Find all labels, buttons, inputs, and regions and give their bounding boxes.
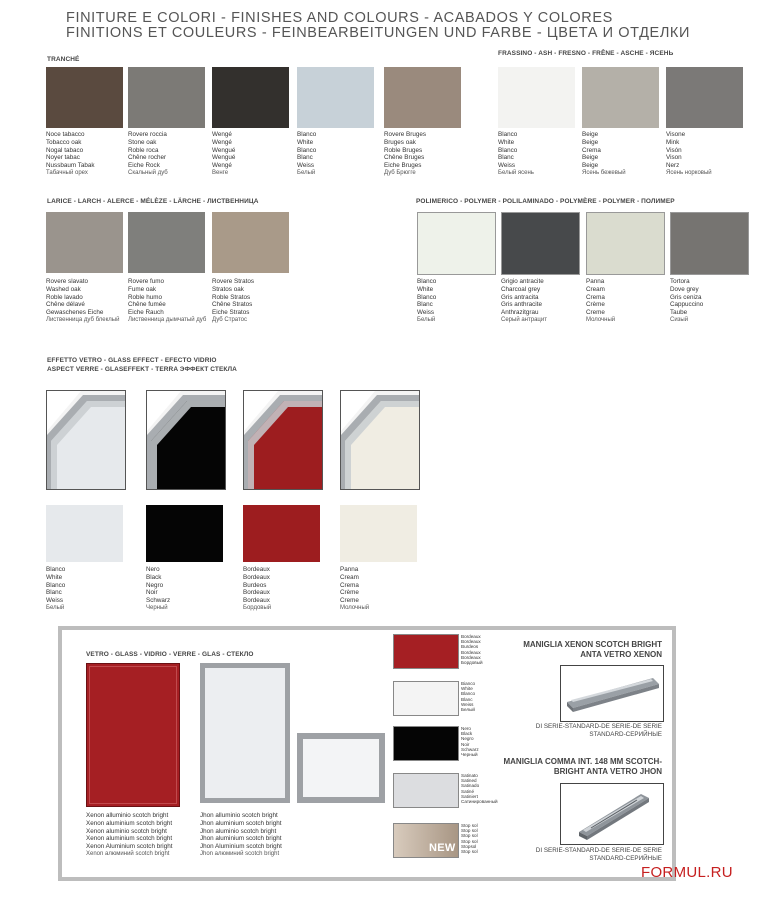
caption-line: Satiné [461,788,475,794]
caption-line: White [498,138,515,146]
caption-line: Nogal tabaco [46,146,84,154]
caption-line: Rovere fumo [128,278,165,285]
caption-line: Chêne rocher [128,154,167,162]
caption-line: Weiss [46,597,64,605]
caption-line: Tortora [670,278,690,285]
caption-line: Nussbaum Tabak [46,162,95,170]
caption-line: White [461,686,473,692]
caption-line: Grigio antracite [501,278,544,285]
site-logo: FORMUL.RU [641,864,733,881]
larice-swatch [212,212,289,273]
caption-line: Visone [666,131,686,138]
caption-line: Wengé [212,162,232,170]
caption-line: Черный [461,751,478,757]
caption-line: Stop sol [461,823,478,828]
vetro-glass-swatch [393,634,459,669]
jhon-door-image [200,663,290,803]
caption-line: Roble Bruges [384,146,423,154]
caption-line: Eiche Rauch [128,309,164,317]
caption-line: Noir [146,589,158,597]
caption-line: Burdeos [243,581,267,589]
caption-line: Blanco [46,581,66,589]
caption-line: Stop sol [461,848,478,854]
caption-line: Бордовый [243,604,272,611]
caption-line: Cream [586,285,605,293]
caption-line: Xenon aluminium scotch bright [86,835,173,843]
caption-line: Roble roca [128,146,159,154]
caption-line: Visón [666,146,682,154]
tranche-caption [128,131,168,178]
caption-line: Tobacco oak [46,138,82,146]
frassino-heading: FRASSINO - ASH - FRESNO - FRÊNE - ASCHE - ЯСЕНЬ [498,50,674,57]
frame-detail-image [297,733,385,803]
tranche-caption [46,131,95,178]
caption-line: Nerz [666,162,680,170]
new-label: NEW [429,842,456,854]
caption-line: Gris antracita [501,293,539,301]
caption-line: Beige [582,154,599,162]
polimerico-swatch [501,212,580,275]
caption-line: Rovere roccia [128,131,167,138]
caption-line: Jhon Aluminium scotch bright [200,843,282,851]
vetro-glass-caption [461,773,498,804]
caption-line: Белый [297,169,316,176]
caption-line: Xenon Aluminium scotch bright [86,843,173,851]
glass-effect-caption [46,566,65,613]
caption-line: Сизый [670,316,689,323]
caption-line: Dove grey [670,285,699,293]
caption-line: Satiniert [461,793,478,799]
frassino-caption [582,131,626,178]
caption-line: Blanc [417,301,433,309]
jhon-caption [200,812,282,859]
caption-line: Rovere slavato [46,278,88,285]
polimerico-caption [501,278,547,325]
larice-caption [128,278,206,325]
caption-line: Gewaschenes Eiche [46,309,104,317]
glass-effect-corner-image [340,390,420,490]
handle-1-title: MANIGLIA XENON SCOTCH BRIGHT ANTA VETRO XENON [523,640,662,659]
caption-line: Белый ясень [498,169,534,176]
caption-line: Noce tabacco [46,131,85,138]
caption-line: Crema [340,581,359,589]
caption-line: Creme [340,597,359,605]
caption-line: Nero [146,566,160,573]
caption-line: Fume oak [128,285,156,293]
handle-2-title: MANIGLIA COMMA INT. 148 MM SCOTCH- BRIGHT ANTA VETRO JHON [503,757,662,776]
handle-1-subtitle: DI SERIE-STANDARD-DE SERIE-DE SERIE STANDARD-СЕРИЙНЫЕ [535,723,662,738]
frassino-swatch [666,67,743,128]
caption-line: Stop sol [461,828,478,834]
vetro-glass-swatch [393,681,459,716]
tranche-caption [212,131,235,178]
glass-effect-caption [340,566,369,613]
caption-line: Белый [46,604,65,611]
caption-line: Blanco [498,131,518,138]
caption-line: Satinado [461,783,480,789]
caption-line: Blanco [417,293,437,301]
caption-line: Blanco [46,566,66,573]
caption-line: Weiss [461,701,474,707]
larice-heading: LARICE - LARCH - ALERCE - MÉLÈZE - LÄRCHE - ЛИСТВЕННИЦА [47,198,259,205]
vetro-heading: VETRO - GLASS - VIDRIO - VERRE - GLAS - СТЕКЛО [86,651,254,658]
xenon-caption [86,812,172,859]
caption-line: Молочный [340,604,370,611]
caption-line: Eiche Bruges [384,162,422,170]
glass-effect-swatch [46,505,123,562]
larice-caption [46,278,119,325]
caption-line: Eiche Stratos [212,309,250,317]
frassino-swatch [498,67,575,128]
polimerico-caption [417,278,436,325]
caption-line: Bianco [461,681,476,686]
glass-effect-heading-2: ASPECT VERRE - GLASEFFEKT - TERRA ЭФФЕКТ СТЕКЛА [47,366,237,373]
caption-line: Rovere Stratos [212,278,254,285]
caption-line: Xenon alluminio scotch bright [86,812,169,819]
caption-line: Roble humo [128,293,162,301]
caption-line: Noyer tabac [46,154,80,162]
glass-effect-corner-image [243,390,323,490]
larice-swatch [128,212,205,273]
caption-line: Jhon aluminium scotch bright [200,835,282,843]
larice-caption [212,278,254,325]
caption-line: Beige [582,138,599,146]
tranche-swatch [46,67,123,128]
caption-line: Blanco [461,691,476,697]
caption-line: Blanco [297,146,317,154]
glass-effect-swatch [146,505,223,562]
vetro-glass-caption [461,726,479,757]
caption-line: Stop sol [461,833,478,839]
caption-line: Blanco [297,131,317,138]
polimerico-caption [586,278,615,325]
caption-line: Eiche Rock [128,162,160,170]
caption-line: Schwarz [461,746,479,752]
caption-line: Crema [586,293,605,301]
vetro-glass-caption [461,681,475,712]
caption-line: Schwarz [146,597,171,605]
caption-line: Blanc [498,154,514,162]
caption-line: Bordeaux [461,634,481,639]
caption-line: Rovere Bruges [384,131,426,138]
glass-effect-swatch [243,505,320,562]
caption-line: Satinato [461,773,478,778]
caption-line: Cappuccino [670,301,704,309]
caption-line: Panna [340,566,359,573]
caption-line: Bordeaux [243,573,270,581]
caption-line: Бордовый [461,659,483,665]
caption-line: Серый антрацит [501,316,547,323]
caption-line: Chêne fumée [128,301,166,309]
caption-line: Panna [586,278,605,285]
caption-line: Дуб Брюгге [384,169,416,176]
caption-line: Weiss [417,309,435,317]
caption-line: Табачный орех [46,169,88,176]
caption-line: Noir [461,741,470,747]
caption-line: Jhon aluminio scotch bright [200,827,277,835]
frassino-caption [666,131,712,178]
caption-line: Beige [582,131,599,138]
caption-line: Xenon aluminio scotch bright [86,827,167,835]
caption-line: Xenon алюминий scotch bright [86,850,170,857]
xenon-handle-image [560,665,664,722]
glass-effect-corner-image [46,390,126,490]
glass-effect-caption [243,566,271,613]
caption-line: Wengué [212,146,236,154]
caption-line: Stone oak [128,138,157,146]
caption-line: Charcoal grey [501,285,541,293]
caption-line: Vison [666,154,682,162]
caption-line: Bruges oak [384,138,416,146]
comma-handle-image [560,783,664,845]
caption-line: Лиственница дуб блеклый [46,316,120,323]
caption-line: Белый [461,706,475,712]
caption-line: Creme [586,309,605,317]
handle-2-subtitle: DI SERIE-STANDARD-DE SERIE-DE SERIE STANDARD-СЕРИЙНЫЕ [535,847,662,862]
tranche-heading: TRANCHÉ [47,56,80,63]
xenon-door-image [86,663,180,807]
caption-line: Bordeaux [243,566,270,573]
caption-line: Gris anthracite [501,301,542,309]
caption-line: Wengué [212,154,236,162]
caption-line: Chêne Bruges [384,154,425,162]
caption-line: Jhon алюминий scotch bright [200,850,280,857]
caption-line: Weiss [297,162,315,170]
caption-line: Gris ceniza [670,293,702,301]
caption-line: Белый [417,316,436,323]
tranche-swatch [212,67,289,128]
caption-line: White [297,138,314,146]
caption-line: Crème [340,589,359,597]
tranche-swatch [297,67,374,128]
tranche-swatch [384,67,461,128]
caption-line: Crème [586,301,605,309]
caption-line: Black [461,731,473,737]
caption-line: Burdeos [461,644,479,650]
tranche-caption [297,131,316,178]
caption-line: Bordeaux [243,597,270,605]
caption-line: Blanco [498,146,518,154]
caption-line: Blanc [46,589,62,597]
caption-line: White [46,573,63,581]
caption-line: Black [146,573,162,581]
larice-swatch [46,212,123,273]
page-title-line-1: FINITURE E COLORI - FINISHES AND COLOURS - ACABADOS Y COLORES [66,10,613,26]
caption-line: Wengé [212,131,232,138]
caption-line: Roble lavado [46,293,83,301]
polimerico-swatch [670,212,749,275]
caption-line: Jhon alluminio scotch bright [200,812,278,819]
caption-line: Jhon aluminium scotch bright [200,819,282,827]
caption-line: Cream [340,573,359,581]
caption-line: Weiss [498,162,516,170]
caption-line: Stratos oak [212,285,244,293]
vetro-glass-swatch [393,773,459,808]
caption-line: Скальный дуб [128,169,168,176]
caption-line: Satined [461,778,477,784]
caption-line: Blanc [461,696,473,702]
caption-line: Ясень норковый [666,169,712,176]
caption-line: Negro [461,736,474,742]
caption-line: Ясень бежевый [582,169,626,176]
polimerico-heading: POLIMERICO - POLYMER - POLILAMINADO - POLYMÈRE - POLYMER - ПОЛИМЕР [416,198,675,205]
page-title-line-2: FINITIONS ET COULEURS - FEINBEARBEITUNGEN UND FARBE - ЦВЕТА И ОТДЕЛКИ [66,25,691,41]
caption-line: Xenon aluminium scotch bright [86,819,173,827]
tranche-swatch [128,67,205,128]
glass-effect-swatch [340,505,417,562]
glass-effect-caption [146,566,170,613]
caption-line: Венге [212,169,229,176]
glass-effect-heading-1: EFFETTO VETRO - GLASS EFFECT - EFECTO VIDRIO [47,357,217,364]
caption-line: Лиственница дымчатый дуб [128,316,207,323]
caption-line: Mink [666,138,680,146]
glass-effect-corner-image [146,390,226,490]
caption-line: Bordeaux [461,639,481,645]
tranche-caption [384,131,426,178]
caption-line: Crema [582,146,601,154]
vetro-glass-caption [461,823,478,854]
caption-line: Washed oak [46,285,81,293]
caption-line: Bordeaux [243,589,270,597]
caption-line: Roble Stratos [212,293,251,301]
caption-line: Blanc [297,154,313,162]
caption-line: Черный [146,604,168,611]
polimerico-caption [670,278,703,325]
caption-line: Молочный [586,316,616,323]
caption-line: Taube [670,309,688,317]
caption-line: White [417,285,434,293]
caption-line: Stop sol [461,838,478,844]
caption-line: Сатинированный [461,798,498,804]
frassino-caption [498,131,534,178]
caption-line: Beige [582,162,599,170]
caption-line: Chêne Stratos [212,301,253,309]
caption-line: Nero [461,726,471,731]
polimerico-swatch [417,212,496,275]
caption-line: Дуб Стратос [212,316,248,323]
caption-line: Bordeaux [461,654,481,660]
caption-line: Anthrazitgrau [501,309,539,317]
vetro-glass-caption [461,634,483,665]
caption-line: Bordeaux [461,649,481,655]
caption-line: Blanco [417,278,437,285]
vetro-glass-swatch [393,726,459,761]
caption-line: Chêne délavé [46,301,85,309]
polimerico-swatch [586,212,665,275]
caption-line: Negro [146,581,164,589]
frassino-swatch [582,67,659,128]
caption-line: Wengé [212,138,232,146]
caption-line: Stopsol [461,843,477,849]
